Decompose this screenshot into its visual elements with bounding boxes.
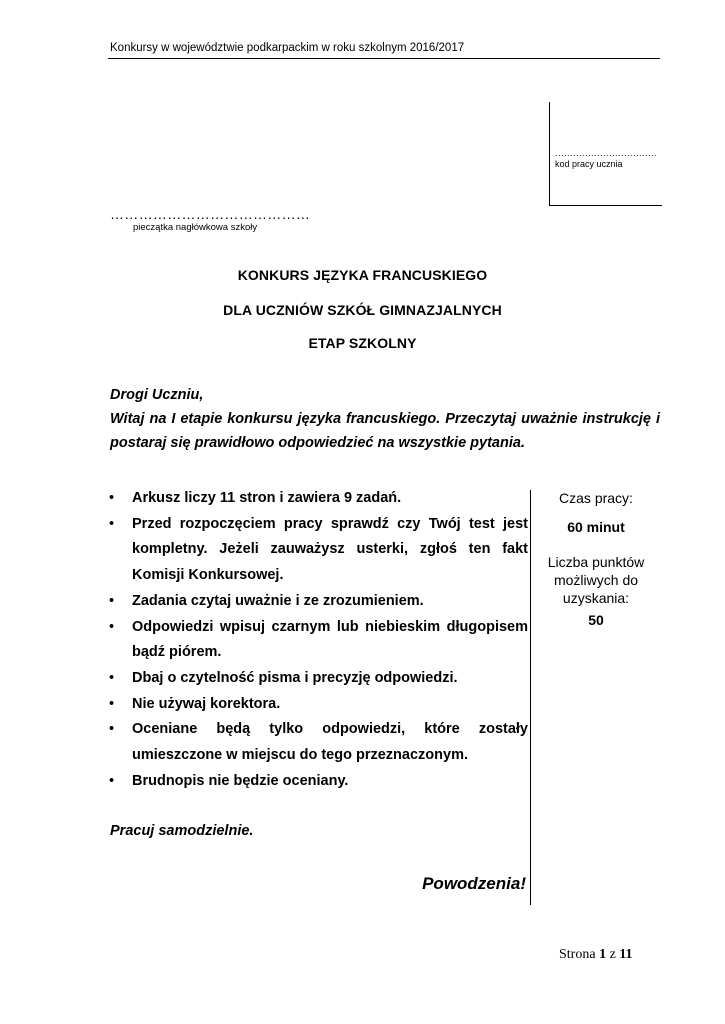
page-current: 1	[599, 947, 607, 962]
points-label: Liczba punktów możliwych do uzyskania:	[547, 554, 645, 606]
school-stamp-dotted-line: ……………………………………	[110, 206, 311, 222]
column-divider	[530, 490, 531, 905]
instruction-item: • Przed rozpoczęciem pracy sprawdź czy Twój test jest kompletny. Jeżeli zauważysz usterki, zgłoś ten fakt Komisji Konkursowej.	[106, 512, 528, 589]
contest-stage: ETAP SZKOLNY	[308, 335, 417, 351]
intro-text: Witaj na I etapie konkursu języka francuskiego. Przeczytaj uważnie instrukcję i postaraj się prawidłowo odpowiedzieć na wszystkie pytania.	[110, 411, 660, 451]
instruction-item: • Oceniane będą tylko odpowiedzi, które zostały umieszczone w miejscu do tego przeznaczonym.	[106, 717, 528, 768]
instruction-item: • Arkusz liczy 11 stron i zawiera 9 zadań.	[106, 486, 528, 512]
header-divider	[108, 58, 660, 59]
intro-greeting: Drogi Uczniu,	[110, 387, 204, 403]
time-label: Czas pracy:	[559, 490, 633, 506]
page-total: 11	[619, 947, 633, 962]
page-separator: z	[609, 947, 616, 962]
instruction-item: • Zadania czytaj uważnie i ze zrozumieniem.	[106, 589, 528, 615]
instruction-item: • Brudnopis nie będzie oceniany.	[106, 769, 528, 795]
student-code-dotted-line: ..................................	[555, 148, 658, 158]
time-value: 60 minut	[567, 519, 625, 535]
instruction-item: • Dbaj o czytelność pisma i precyzję odpowiedzi.	[106, 666, 528, 692]
instruction-item: • Odpowiedzi wpisuj czarnym lub niebieskim długopisem bądź piórem.	[106, 615, 528, 666]
page-number	[559, 947, 633, 963]
page-prefix: Strona	[559, 947, 596, 962]
contest-audience: DLA UCZNIÓW SZKÓŁ GIMNAZJALNYCH	[223, 302, 502, 318]
contest-title: KONKURS JĘZYKA FRANCUSKIEGO	[237, 267, 488, 283]
work-alone-note: Pracuj samodzielnie.	[110, 823, 254, 839]
school-stamp-label: pieczątka nagłówkowa szkoły	[133, 222, 258, 233]
instruction-item: • Nie używaj korektora.	[106, 692, 528, 718]
document-header: Konkursy w województwie podkarpackim w roku szkolnym 2016/2017	[110, 42, 465, 54]
good-luck-note: Powodzenia!	[422, 874, 526, 893]
points-value: 50	[588, 612, 604, 628]
instructions-list	[106, 486, 528, 794]
student-code-label: kod pracy ucznia	[555, 159, 623, 169]
